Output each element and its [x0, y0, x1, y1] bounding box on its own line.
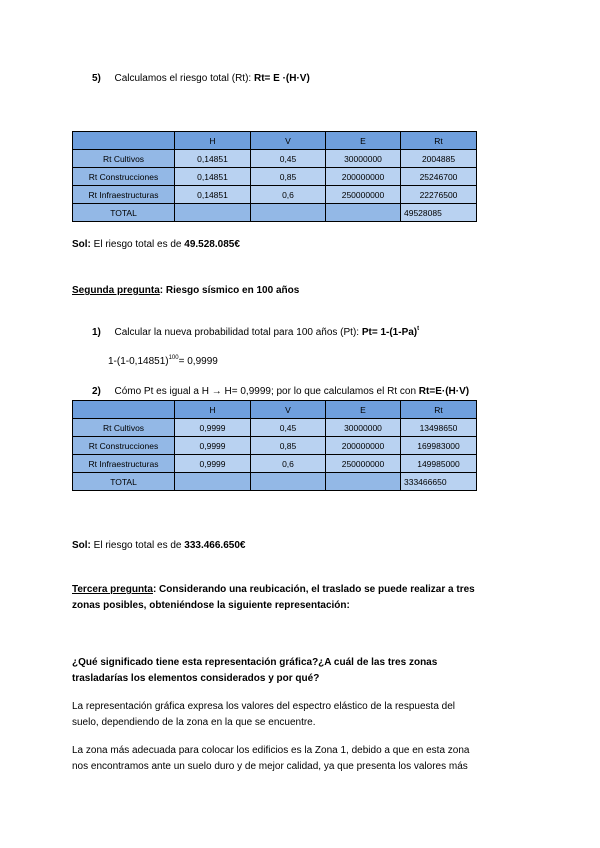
header-cell: Rt [401, 132, 477, 150]
cell: 22276500 [401, 186, 477, 204]
header-cell: H [175, 132, 251, 150]
formula-exponent: t [417, 326, 420, 332]
cell: 30000000 [326, 150, 401, 168]
calc-result: = 0,9999 [178, 356, 218, 367]
cell: 200000000 [326, 168, 401, 186]
header-cell [73, 132, 175, 150]
step-text: Cómo Pt es igual a H → H= 0,9999; por lo que calculamos el Rt con [114, 386, 419, 397]
row-label: Rt Construcciones [73, 168, 175, 186]
table-total-row [73, 204, 477, 222]
table-row [73, 455, 477, 473]
sol-value: 49.528.085€ [184, 239, 240, 250]
cell: 2004885 [401, 150, 477, 168]
cell: 0,45 [251, 419, 326, 437]
step-2 [92, 386, 469, 397]
table-row [73, 186, 477, 204]
cell [326, 204, 401, 222]
header-cell: V [251, 132, 326, 150]
solution-1 [72, 239, 240, 250]
cell: 0,6 [251, 455, 326, 473]
cell: 250000000 [326, 186, 401, 204]
answer-line: La zona más adecuada para colocar los edificios es la Zona 1, debido a que en esta zona [72, 745, 470, 756]
cell [326, 473, 401, 491]
answer-paragraph-1 [72, 699, 532, 731]
section-subtitle: : Considerando una reubicación, el traslado se puede realizar a tres [152, 584, 475, 595]
section-subtitle-line2: zonas posibles, obteniéndose la siguiente representación: [72, 600, 350, 611]
header-cell [73, 401, 175, 419]
cell: 0,45 [251, 150, 326, 168]
header-cell: E [326, 132, 401, 150]
cell: 250000000 [326, 455, 401, 473]
row-label: Rt Infraestructuras [73, 186, 175, 204]
table-row [73, 168, 477, 186]
cell: 0,14851 [175, 150, 251, 168]
total-value: 49528085 [401, 204, 477, 222]
table-header-row [73, 401, 477, 419]
header-cell: H [175, 401, 251, 419]
calculation [108, 356, 218, 367]
total-value: 333466650 [401, 473, 477, 491]
cell [251, 473, 326, 491]
answer-line: nos encontramos ante un suelo duro y de mejor calidad, ya que presenta los valores más [72, 761, 468, 772]
step-number: 5) [92, 73, 101, 84]
row-label: Rt Construcciones [73, 437, 175, 455]
question-3-title [72, 582, 532, 614]
cell: 0,14851 [175, 168, 251, 186]
step-5 [92, 73, 310, 84]
total-label: TOTAL [73, 473, 175, 491]
cell: 169983000 [401, 437, 477, 455]
step-number: 2) [92, 386, 101, 397]
step-text: Calcular la nueva probabilidad total para 100 años (Pt): [114, 327, 362, 338]
cell: 0,85 [251, 168, 326, 186]
header-cell: V [251, 401, 326, 419]
row-label: Rt Cultivos [73, 419, 175, 437]
step-formula: Rt=E·(H·V) [418, 386, 470, 397]
risk-table-2 [72, 400, 477, 491]
row-label: Rt Cultivos [73, 150, 175, 168]
cell: 149985000 [401, 455, 477, 473]
header-cell: E [326, 401, 401, 419]
cell: 0,9999 [175, 437, 251, 455]
step-number: 1) [92, 327, 101, 338]
cell: 13498650 [401, 419, 477, 437]
step-1 [92, 327, 419, 338]
table-row [73, 437, 477, 455]
cell [251, 204, 326, 222]
question-text [72, 655, 532, 687]
step-formula: Rt= E ·(H·V) [253, 73, 310, 84]
solution-2 [72, 540, 245, 551]
cell: 200000000 [326, 437, 401, 455]
cell: 0,6 [251, 186, 326, 204]
step-formula: Pt= 1-(1-Pa) [361, 327, 418, 338]
sol-value: 333.466.650€ [184, 540, 246, 551]
question-2-title [72, 285, 299, 296]
calc-exponent: 100 [168, 355, 179, 361]
calc-base: 1-(1-0,14851) [108, 356, 169, 367]
table-header-row [73, 132, 477, 150]
cell [175, 204, 251, 222]
sol-label: Sol: [72, 540, 91, 551]
answer-line: La representación gráfica expresa los valores del espectro elástico de la respuesta del [72, 701, 455, 712]
total-label: TOTAL [73, 204, 175, 222]
risk-table-1 [72, 131, 477, 222]
header-cell: Rt [401, 401, 477, 419]
answer-paragraph-2 [72, 743, 532, 775]
table-row [73, 419, 477, 437]
step-text: Calculamos el riesgo total (Rt): [114, 73, 254, 84]
section-title: Tercera pregunta [72, 584, 153, 595]
cell: 0,14851 [175, 186, 251, 204]
sol-text: El riesgo total es de [90, 239, 185, 250]
cell [175, 473, 251, 491]
cell: 0,85 [251, 437, 326, 455]
cell: 0,9999 [175, 455, 251, 473]
section-title: Segunda pregunta [72, 285, 160, 296]
sol-text: El riesgo total es de [90, 540, 185, 551]
cell: 25246700 [401, 168, 477, 186]
cell: 30000000 [326, 419, 401, 437]
table-row [73, 150, 477, 168]
sol-label: Sol: [72, 239, 91, 250]
cell: 0,9999 [175, 419, 251, 437]
row-label: Rt Infraestructuras [73, 455, 175, 473]
question-line: trasladarías los elementos considerados y por qué? [72, 673, 320, 684]
question-line: ¿Qué significado tiene esta representación gráfica?¿A cuál de las tres zonas [72, 657, 438, 668]
section-subtitle: : Riesgo sísmico en 100 años [159, 285, 300, 296]
answer-line: suelo, dependiendo de la zona en la que se encuentre. [72, 717, 316, 728]
table-total-row [73, 473, 477, 491]
